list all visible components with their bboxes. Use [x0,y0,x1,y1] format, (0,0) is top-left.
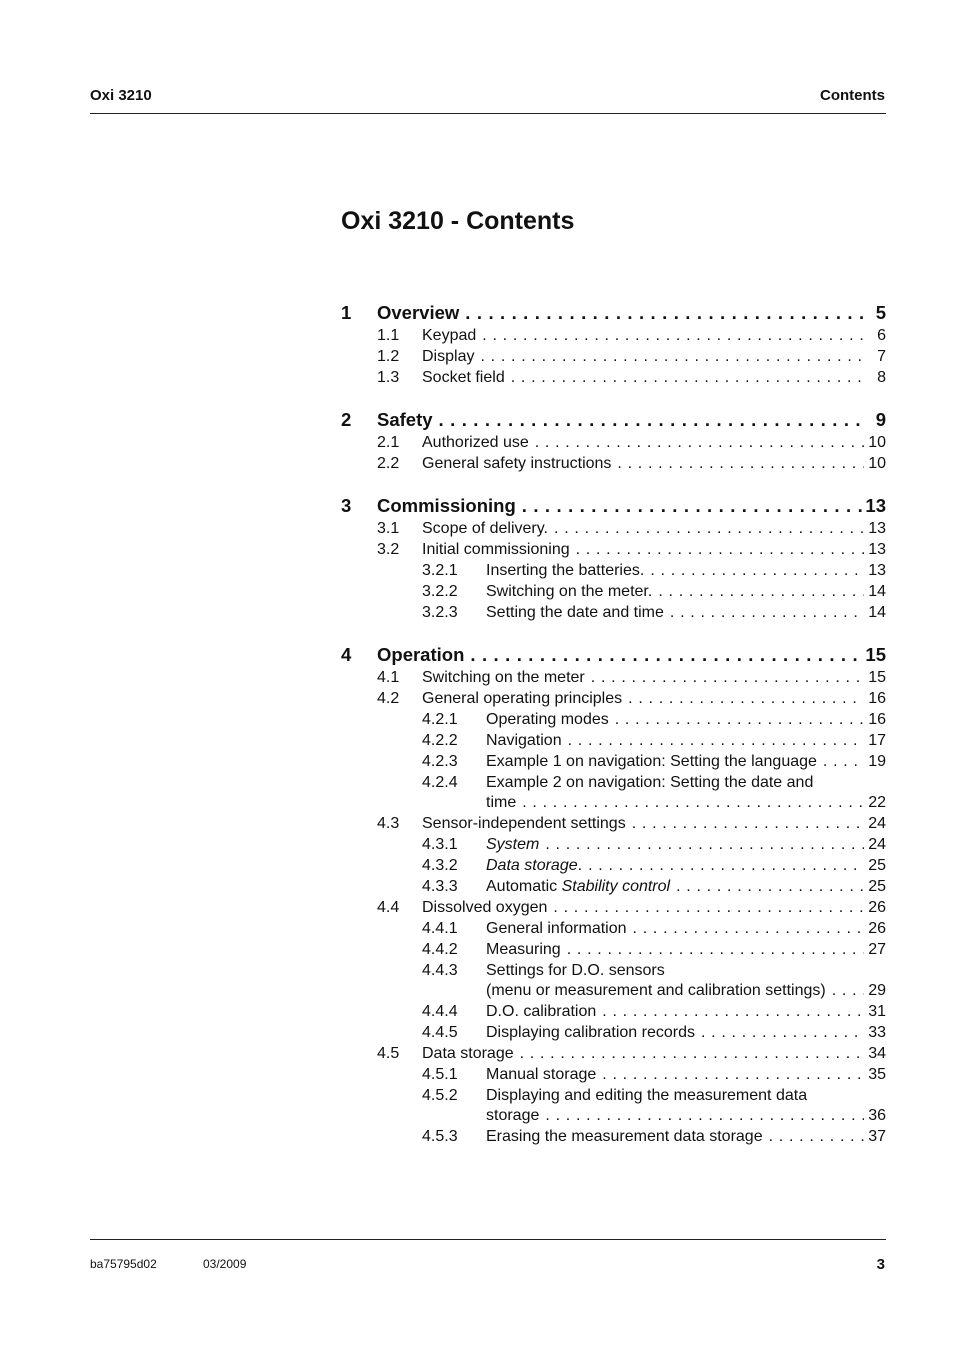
toc-entry-page-number: 26 [868,899,886,916]
toc-entry-title [486,981,826,1001]
toc-entry-title [422,539,570,560]
toc-entry-page-number: 34 [868,1045,886,1062]
toc-entry[interactable] [341,709,886,730]
header-product-name: Oxi 3210 [90,87,152,104]
toc-entry-title-text: Inserting the batteries. [486,562,645,579]
toc-entry-title [486,1022,695,1043]
toc-entry[interactable] [341,346,886,367]
toc-entry-number: 4.4.1 [422,920,458,937]
toc-entry-title-italic: System [486,836,540,853]
toc-dot-leader [464,642,864,667]
toc-entry-page-number: 5 [875,302,886,323]
toc-entry-title [422,897,547,918]
toc-entry-line [422,539,886,560]
toc-entry-line [486,981,886,1001]
toc-entry-title-text: General safety instructions [422,455,612,472]
toc-entry-title [486,939,561,960]
toc-dot-leader [644,560,864,581]
toc-entry-page-number: 9 [875,409,886,430]
toc-entry-title-text: Setting the date and time [486,604,664,621]
toc-entry-line [377,300,886,325]
toc-entry-page-number: 15 [865,644,886,665]
toc-entry-title-text: Dissolved oxygen [422,899,548,916]
toc-entry-number: 1.1 [377,327,400,344]
toc-entry-number: 4.4 [377,899,400,916]
toc-entry[interactable] [341,1126,886,1147]
toc-entry-title-text: (menu or measurement and calibration settings) [486,982,826,999]
toc-entry-line [422,518,886,539]
toc-entry-title-text: Safety [377,409,433,430]
toc-entry-number: 4.3.1 [422,836,458,853]
toc-dot-leader [547,897,864,918]
toc-entry-title [486,602,664,623]
toc-entry-title-text: Commissioning [377,495,516,516]
toc-entry[interactable] [341,1106,886,1126]
toc-entry-title [486,876,670,897]
toc-entry-title-text: Displaying calibration records [486,1024,695,1041]
toc-entry-number: 4.5.3 [422,1128,458,1145]
toc-entry[interactable] [341,1064,886,1085]
toc-entry-line [422,1043,886,1064]
toc-entry-title [377,407,433,432]
toc-entry[interactable] [341,834,886,855]
toc-entry-title [422,453,611,474]
toc-entry-line [377,407,886,432]
toc-entry-title-italic: Data storage [486,857,578,874]
toc-entry-title-text: Operation [377,644,465,665]
toc-entry-title-text: Manual storage [486,1066,597,1083]
toc-entry-line [486,751,886,772]
toc-entry-title [486,855,582,876]
toc-entry-title-text: D.O. calibration [486,1003,597,1020]
toc-entry-title [486,751,817,772]
toc-entry-page-number: 13 [865,495,886,516]
toc-entry-title [422,1043,514,1064]
toc-entry-title-text: Scope of delivery. [422,520,548,537]
toc-entry-line [486,1022,886,1043]
toc-entry-title-text: Settings for D.O. sensors [486,962,665,979]
toc-entry-page-number: 31 [868,1003,886,1020]
toc-entry-line [486,581,886,602]
toc-entry-title-text: Erasing the measurement data storage [486,1128,763,1145]
toc-entry[interactable] [341,560,886,581]
toc-entry-line [422,367,886,388]
toc-dot-leader [826,981,864,1001]
toc-entry-line [486,709,886,730]
toc-dot-leader [585,667,864,688]
toc-entry-title [422,518,548,539]
toc-entry-title-text: Navigation [486,732,562,749]
toc-entry-title [422,688,622,709]
toc-entry-number: 3.1 [377,520,400,537]
toc-entry-title-text: time [486,794,517,811]
toc-entry-page-number: 24 [868,815,886,832]
toc-entry-title [486,793,516,813]
toc-entry-line [422,688,886,709]
toc-entry-page-number: 37 [868,1128,886,1145]
footer-document-code: ba75795d02 [90,1257,157,1271]
toc-entry-number: 4.4.3 [422,962,458,979]
toc-dot-leader [516,793,864,813]
toc-dot-leader [561,939,864,960]
toc-entry-page-number: 29 [868,982,886,999]
toc-entry-title-text: Authorized use [422,434,529,451]
toc-dot-leader [609,709,864,730]
toc-entry[interactable] [341,518,886,539]
toc-entry-number: 4.1 [377,669,400,686]
toc-dot-leader [622,688,864,709]
page-title: Oxi 3210 - Contents [341,207,575,235]
table-of-contents [341,300,886,1147]
toc-entry[interactable] [341,688,886,709]
toc-entry-title [377,642,464,667]
toc-entry-number: 3.2 [377,541,400,558]
toc-entry-page-number: 13 [868,562,886,579]
toc-entry-page-number: 6 [877,327,886,344]
toc-entry[interactable] [341,667,886,688]
toc-dot-leader [539,834,864,855]
toc-entry-number: 4.2 [377,690,400,707]
toc-dot-leader [670,876,864,897]
toc-entry-title [422,667,585,688]
toc-entry-page-number: 17 [868,732,886,749]
toc-entry-title [486,918,627,939]
toc-dot-leader [664,602,864,623]
toc-entry[interactable] [341,772,886,793]
toc-dot-leader [695,1022,864,1043]
toc-entry-title [422,346,474,367]
toc-entry-title-text: Displaying and editing the measurement data [486,1087,808,1104]
toc-entry-number: 4.3.3 [422,878,458,895]
toc-dot-leader [516,493,864,518]
toc-entry[interactable] [341,1043,886,1064]
toc-entry[interactable] [341,432,886,453]
toc-entry-page-number: 14 [868,604,886,621]
toc-entry-line [377,642,886,667]
toc-entry[interactable] [341,897,886,918]
toc-entry-number: 1.2 [377,348,400,365]
toc-entry-line [486,876,886,897]
toc-entry-page-number: 25 [868,878,886,895]
toc-entry-page-number: 13 [868,541,886,558]
toc-entry[interactable] [341,1001,886,1022]
toc-entry-title-text: Overview [377,302,460,323]
toc-entry-line [486,1001,886,1022]
toc-entry-title-text: Display [422,348,475,365]
toc-entry-number: 4.4.5 [422,1024,458,1041]
toc-entry-title-text: Data storage [422,1045,514,1062]
toc-entry-title-text: Example 1 on navigation: Setting the language [486,753,817,770]
toc-entry[interactable] [341,876,886,897]
toc-entry-title-suffix: . [577,857,583,874]
toc-entry[interactable] [341,453,886,474]
toc-entry[interactable] [341,730,886,751]
toc-entry-title-text: Measuring [486,941,561,958]
toc-dot-leader [626,813,864,834]
toc-dot-leader [582,855,864,876]
toc-entry-page-number: 22 [868,794,886,811]
toc-entry-title [377,493,516,518]
toc-entry-line [486,1126,886,1147]
toc-entry-line [486,1064,886,1085]
toc-entry-number: 4.2.1 [422,711,458,728]
toc-entry-line [422,667,886,688]
toc-entry-title-text: Keypad [422,327,477,344]
toc-entry[interactable] [341,1022,886,1043]
toc-entry-title-text: Operating modes [486,711,609,728]
header-section-name: Contents [820,87,885,104]
toc-entry-title-text: Socket field [422,369,505,386]
toc-dot-leader [514,1043,864,1064]
toc-entry-page-number: 7 [877,348,886,365]
toc-dot-leader [652,581,864,602]
toc-entry-page-number: 14 [868,583,886,600]
toc-entry-title [486,1126,763,1147]
toc-entry-number: 4.2.4 [422,774,458,791]
toc-entry-line [486,772,886,793]
toc-entry-title [377,300,459,325]
toc-entry-page-number: 24 [868,836,886,853]
toc-entry-line [486,834,886,855]
toc-entry-number: 4.5.2 [422,1087,458,1104]
footer-date: 03/2009 [203,1257,247,1271]
toc-entry-number: 3 [341,495,352,516]
toc-entry-number: 4.2.2 [422,732,458,749]
toc-entry-line [422,346,886,367]
toc-chapter-entry[interactable] [341,300,886,325]
toc-entry-title [486,1001,596,1022]
toc-entry-title-text: Switching on the meter [422,669,585,686]
toc-entry-title-text: General information [486,920,627,937]
toc-entry[interactable] [341,602,886,623]
toc-entry-number: 4.2.3 [422,753,458,770]
toc-dot-leader [570,539,864,560]
toc-entry-page-number: 35 [868,1066,886,1083]
toc-dot-leader [529,432,864,453]
toc-entry-title [486,709,609,730]
toc-entry-line [422,325,886,346]
toc-entry-number: 4.3 [377,815,400,832]
toc-entry-number: 4.4.2 [422,941,458,958]
toc-entry[interactable] [341,855,886,876]
toc-entry[interactable] [341,939,886,960]
toc-entry-page-number: 16 [868,690,886,707]
toc-entry-line [486,855,886,876]
toc-dot-leader [596,1001,864,1022]
toc-entry-number: 1.3 [377,369,400,386]
toc-dot-leader [611,453,864,474]
toc-entry-line [422,432,886,453]
toc-entry-page-number: 13 [868,520,886,537]
toc-entry-number: 4.3.2 [422,857,458,874]
toc-entry-title-text: Initial commissioning [422,541,570,558]
toc-entry-title-text: storage [486,1107,540,1124]
toc-entry-number: 4.5 [377,1045,400,1062]
toc-entry-line [486,939,886,960]
toc-entry-number: 3.2.3 [422,604,458,621]
toc-entry-line [486,1106,886,1126]
toc-entry-page-number: 27 [868,941,886,958]
toc-entry-line [486,730,886,751]
toc-entry[interactable] [341,918,886,939]
toc-chapter-entry[interactable] [341,493,886,518]
toc-entry-title [486,834,539,855]
toc-entry[interactable] [341,981,886,1001]
toc-dot-leader [596,1064,864,1085]
toc-entry-line [486,560,886,581]
toc-entry[interactable] [341,960,886,981]
toc-entry-page-number: 8 [877,369,886,386]
toc-entry-page-number: 25 [868,857,886,874]
toc-entry-page-number: 10 [868,455,886,472]
toc-dot-leader [763,1126,864,1147]
toc-entry-page-number: 36 [868,1107,886,1124]
toc-dot-leader [539,1106,864,1126]
toc-entry-page-number: 16 [868,711,886,728]
toc-entry-title [422,325,476,346]
toc-dot-leader [474,346,864,367]
toc-entry-number: 4 [341,644,352,665]
toc-entry-number: 3.2.2 [422,583,458,600]
toc-entry-line [486,793,886,813]
toc-entry-number: 3.2.1 [422,562,458,579]
toc-entry-line [377,493,886,518]
toc-entry[interactable] [341,1085,886,1106]
toc-dot-leader [548,518,864,539]
toc-entry[interactable] [341,751,886,772]
toc-entry-title [486,1106,539,1126]
toc-entry-line [486,960,886,981]
toc-entry[interactable] [341,581,886,602]
toc-entry-page-number: 26 [868,920,886,937]
toc-entry-title [486,730,562,751]
toc-entry-title [486,560,644,581]
toc-entry-title [486,960,665,981]
toc-entry-title [486,772,813,793]
toc-entry-number: 2 [341,409,352,430]
toc-dot-leader [562,730,864,751]
toc-entry-line [422,897,886,918]
toc-entry-number: 4.4.4 [422,1003,458,1020]
toc-entry-page-number: 19 [868,753,886,770]
toc-dot-leader [459,300,864,325]
toc-entry[interactable] [341,793,886,813]
toc-entry-title-text: General operating principles [422,690,623,707]
toc-entry-title [422,367,505,388]
toc-entry-title [422,432,529,453]
toc-dot-leader [433,407,864,432]
toc-entry-number: 2.1 [377,434,400,451]
toc-entry-number: 1 [341,302,352,323]
header-rule [90,113,886,114]
toc-entry[interactable] [341,813,886,834]
toc-entry[interactable] [341,367,886,388]
toc-entry-line [486,602,886,623]
toc-chapter-entry[interactable] [341,407,886,432]
toc-entry-title [486,1085,807,1106]
toc-entry[interactable] [341,539,886,560]
footer-rule [90,1239,886,1240]
toc-entry-title-italic: Stability control [561,878,671,895]
toc-entry-number: 4.5.1 [422,1066,458,1083]
toc-entry-line [422,813,886,834]
toc-entry-title-text: Switching on the meter. [486,583,653,600]
toc-entry-line [422,453,886,474]
toc-entry-title [422,813,626,834]
toc-entry-title-text: Automatic [486,878,562,895]
footer-page-number: 3 [876,1256,885,1273]
toc-entry-title [486,581,652,602]
toc-entry-title [486,1064,596,1085]
toc-entry[interactable] [341,325,886,346]
toc-entry-line [486,1085,886,1106]
toc-entry-title-text: Sensor-independent settings [422,815,626,832]
toc-entry-line [486,918,886,939]
toc-entry-number: 2.2 [377,455,400,472]
toc-dot-leader [505,367,864,388]
toc-dot-leader [627,918,864,939]
toc-entry-page-number: 33 [868,1024,886,1041]
toc-entry-title-text: Example 2 on navigation: Setting the date and [486,774,814,791]
toc-dot-leader [817,751,864,772]
toc-chapter-entry[interactable] [341,642,886,667]
toc-dot-leader [476,325,864,346]
toc-entry-page-number: 10 [868,434,886,451]
toc-entry-page-number: 15 [868,669,886,686]
